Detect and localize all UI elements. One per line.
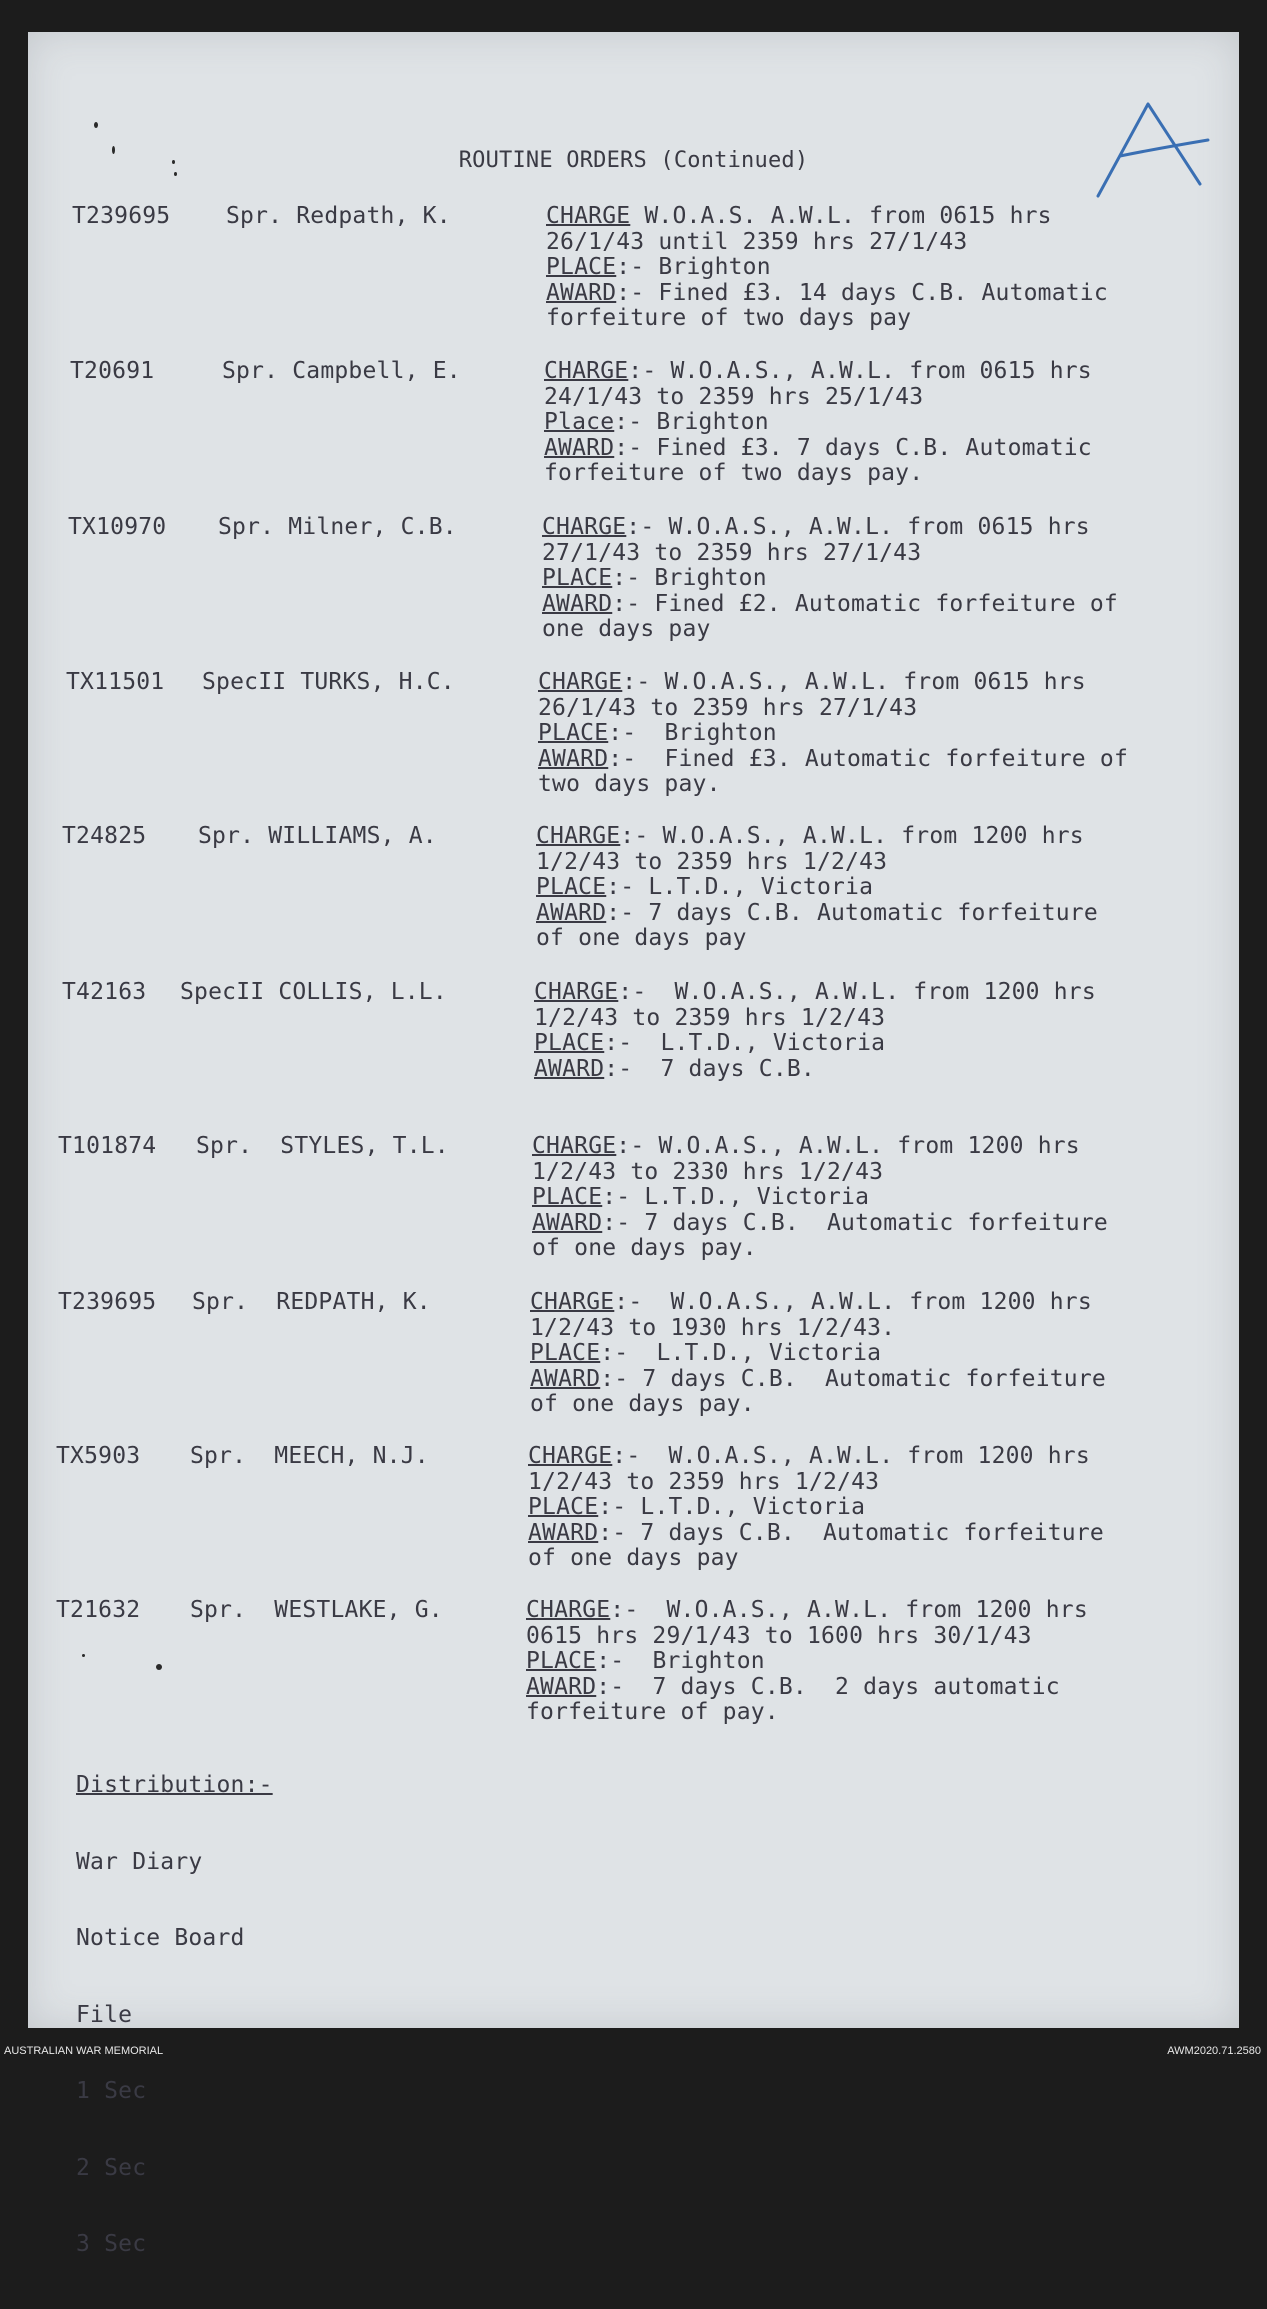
- service-number: TX10970: [68, 514, 167, 540]
- detail-text: :- L.T.D., Victoria: [598, 1494, 866, 1520]
- detail-text: 26/1/43 to 2359 hrs 27/1/43: [538, 694, 918, 721]
- detail-line: [530, 1392, 1106, 1418]
- detail-text: :- 7 days C.B. Automatic forfeiture: [598, 1519, 1104, 1546]
- detail-text: 1/2/43 to 1930 hrs 1/2/43.: [530, 1314, 896, 1341]
- detail-text: :- Fined £3. 7 days C.B. Automatic: [614, 434, 1092, 461]
- service-number: T20691: [70, 358, 155, 384]
- detail-line: [542, 541, 1118, 567]
- detail-line: [538, 670, 1128, 696]
- detail-line: [546, 281, 1108, 307]
- detail-text: forfeiture of two days pay.: [544, 460, 924, 486]
- detail-label: AWARD: [534, 1055, 605, 1082]
- detail-text: :- Fined £3. Automatic forfeiture of: [608, 745, 1128, 772]
- detail-text: :- Brighton: [616, 254, 771, 280]
- charge-details: [544, 359, 1092, 487]
- detail-text: forfeiture of pay.: [526, 1699, 779, 1725]
- charge-details: [532, 1134, 1108, 1262]
- detail-text: :- L.T.D., Victoria: [600, 1340, 882, 1366]
- charge-details: [530, 1290, 1106, 1418]
- detail-line: [526, 1700, 1088, 1726]
- detail-text: :- Brighton: [614, 409, 769, 435]
- detail-label: AWARD: [538, 745, 609, 772]
- detail-line: [536, 875, 1098, 901]
- detail-text: :- W.O.A.S., A.W.L. from 1200 hrs: [616, 1133, 1080, 1159]
- detail-label: CHARGE: [528, 1443, 613, 1469]
- footer-institution: AUSTRALIAN WAR MEMORIAL: [4, 2045, 164, 2057]
- detail-label: AWARD: [532, 1209, 603, 1236]
- detail-line: [534, 1031, 1096, 1057]
- detail-line: [534, 1057, 1096, 1083]
- detail-text: 1/2/43 to 2359 hrs 1/2/43: [528, 1468, 880, 1495]
- soldier-name: Spr. REDPATH, K.: [192, 1289, 431, 1315]
- detail-line: [526, 1624, 1088, 1650]
- detail-label: PLACE: [534, 1030, 605, 1056]
- detail-line: [544, 410, 1092, 436]
- detail-line: [532, 1185, 1108, 1211]
- distribution-item: File: [76, 2001, 133, 2028]
- detail-label: PLACE: [528, 1494, 599, 1520]
- detail-text: :- L.T.D., Victoria: [604, 1030, 886, 1056]
- detail-label: Place: [544, 409, 615, 435]
- detail-text: 0615 hrs 29/1/43 to 1600 hrs 30/1/43: [526, 1622, 1032, 1649]
- soldier-name: SpecII TURKS, H.C.: [202, 669, 455, 695]
- detail-label: CHARGE: [536, 823, 621, 849]
- service-number: TX5903: [56, 1443, 141, 1469]
- detail-text: :- 7 days C.B. Automatic forfeiture: [606, 899, 1098, 926]
- detail-line: [538, 721, 1128, 747]
- detail-text: :- W.O.A.S., A.W.L. from 1200 hrs: [614, 1289, 1092, 1315]
- detail-line: [528, 1521, 1104, 1547]
- detail-text: :- W.O.A.S., A.W.L. from 0615 hrs: [628, 358, 1092, 384]
- detail-line: [536, 850, 1098, 876]
- detail-label: CHARGE: [544, 358, 629, 384]
- service-number: T21632: [56, 1597, 141, 1623]
- detail-text: 1/2/43 to 2330 hrs 1/2/43: [532, 1158, 884, 1185]
- detail-text: 26/1/43 until 2359 hrs 27/1/43: [546, 228, 968, 255]
- detail-text: W.O.A.S. A.W.L. from 0615 hrs: [630, 203, 1052, 229]
- detail-line: [544, 359, 1092, 385]
- charge-details: [546, 204, 1108, 332]
- soldier-name: Spr. MEECH, N.J.: [190, 1443, 429, 1469]
- detail-text: :- 7 days C.B. Automatic forfeiture: [602, 1209, 1108, 1236]
- detail-label: PLACE: [530, 1340, 601, 1366]
- detail-label: CHARGE: [538, 669, 623, 695]
- detail-text: 1/2/43 to 2359 hrs 1/2/43: [536, 848, 888, 875]
- detail-text: :- L.T.D., Victoria: [602, 1184, 870, 1210]
- charge-details: [526, 1598, 1088, 1726]
- soldier-name: Spr. Redpath, K.: [226, 203, 451, 229]
- detail-line: [538, 747, 1128, 773]
- detail-text: 27/1/43 to 2359 hrs 27/1/43: [542, 539, 922, 566]
- detail-label: CHARGE: [530, 1289, 615, 1315]
- detail-label: AWARD: [544, 434, 615, 461]
- detail-line: [542, 515, 1118, 541]
- detail-line: [528, 1444, 1104, 1470]
- detail-line: [528, 1546, 1104, 1572]
- detail-text: of one days pay.: [530, 1391, 755, 1417]
- ink-speck: [156, 1664, 162, 1670]
- service-number: T24825: [62, 823, 147, 849]
- detail-label: PLACE: [526, 1648, 597, 1674]
- service-number: T42163: [62, 979, 147, 1005]
- charge-details: [542, 515, 1118, 643]
- detail-text: :- Brighton: [612, 565, 767, 591]
- distribution-block: [76, 1722, 273, 2309]
- charge-details: [536, 824, 1098, 952]
- service-number: T101874: [58, 1133, 157, 1159]
- detail-line: [530, 1316, 1106, 1342]
- soldier-name: Spr. WILLIAMS, A.: [198, 823, 437, 849]
- detail-label: PLACE: [536, 874, 607, 900]
- detail-text: :- W.O.A.S., A.W.L. from 1200 hrs: [612, 1443, 1090, 1469]
- detail-line: [536, 901, 1098, 927]
- detail-label: CHARGE: [526, 1597, 611, 1623]
- detail-text: :- 7 days C.B. 2 days automatic: [596, 1673, 1060, 1700]
- ink-speck: [82, 1654, 85, 1657]
- detail-text: :- 7 days C.B.: [604, 1055, 815, 1082]
- detail-text: :- W.O.A.S., A.W.L. from 0615 hrs: [622, 669, 1086, 695]
- detail-text: :- Brighton: [608, 720, 777, 746]
- detail-line: [542, 617, 1118, 643]
- detail-text: :- W.O.A.S., A.W.L. from 1200 hrs: [610, 1597, 1088, 1623]
- detail-label: CHARGE: [532, 1133, 617, 1159]
- soldier-name: Spr. WESTLAKE, G.: [190, 1597, 443, 1623]
- ink-speck: [94, 122, 98, 128]
- detail-label: CHARGE: [534, 979, 619, 1005]
- detail-label: AWARD: [542, 590, 613, 617]
- detail-line: [546, 255, 1108, 281]
- detail-text: forfeiture of two days pay: [546, 305, 912, 331]
- detail-line: [544, 436, 1092, 462]
- detail-line: [532, 1236, 1108, 1262]
- detail-text: two days pay.: [538, 771, 721, 797]
- charge-details: [528, 1444, 1104, 1572]
- detail-label: AWARD: [526, 1673, 597, 1700]
- detail-text: :- L.T.D., Victoria: [606, 874, 874, 900]
- distribution-item: 1 Sec: [76, 2078, 147, 2104]
- detail-line: [532, 1134, 1108, 1160]
- detail-line: [530, 1367, 1106, 1393]
- detail-line: [546, 230, 1108, 256]
- detail-label: PLACE: [532, 1184, 603, 1210]
- detail-label: CHARGE: [542, 514, 627, 540]
- detail-text: of one days pay: [528, 1545, 739, 1571]
- soldier-name: Spr. Milner, C.B.: [218, 514, 457, 540]
- distribution-item: 3 Sec: [76, 2231, 147, 2257]
- detail-label: AWARD: [530, 1365, 601, 1392]
- detail-line: [546, 306, 1108, 332]
- detail-text: one days pay: [542, 616, 711, 642]
- detail-text: :- Fined £2. Automatic forfeiture of: [612, 590, 1118, 617]
- charge-details: [534, 980, 1096, 1082]
- detail-text: :- W.O.A.S., A.W.L. from 1200 hrs: [618, 979, 1096, 1005]
- detail-line: [544, 385, 1092, 411]
- detail-line: [526, 1649, 1088, 1675]
- detail-text: :- W.O.A.S., A.W.L. from 0615 hrs: [626, 514, 1090, 540]
- detail-label: AWARD: [546, 279, 617, 306]
- detail-label: PLACE: [538, 720, 609, 746]
- detail-text: :- W.O.A.S., A.W.L. from 1200 hrs: [620, 823, 1084, 849]
- detail-text: :- Fined £3. 14 days C.B. Automatic: [616, 279, 1108, 306]
- charge-details: [538, 670, 1128, 798]
- distribution-item: War Diary: [76, 1848, 203, 1875]
- distribution-item: Notice Board: [76, 1925, 245, 1951]
- detail-line: [532, 1211, 1108, 1237]
- detail-line: [528, 1470, 1104, 1496]
- detail-line: [534, 1006, 1096, 1032]
- soldier-name: SpecII COLLIS, L.L.: [180, 979, 447, 1005]
- detail-line: [536, 926, 1098, 952]
- detail-line: [534, 980, 1096, 1006]
- detail-line: [532, 1160, 1108, 1186]
- detail-line: [546, 204, 1108, 230]
- detail-line: [530, 1341, 1106, 1367]
- detail-line: [542, 566, 1118, 592]
- service-number: T239695: [72, 203, 171, 229]
- distribution-title: Distribution:-: [76, 1772, 273, 1798]
- detail-label: CHARGE: [546, 203, 631, 229]
- service-number: T239695: [58, 1289, 157, 1315]
- detail-line: [530, 1290, 1106, 1316]
- service-number: TX11501: [66, 669, 165, 695]
- detail-text: 1/2/43 to 2359 hrs 1/2/43: [534, 1004, 886, 1031]
- soldier-name: Spr. STYLES, T.L.: [196, 1133, 449, 1159]
- detail-line: [538, 696, 1128, 722]
- page-heading: ROUTINE ORDERS (Continued): [458, 148, 809, 173]
- detail-text: :- Brighton: [596, 1648, 765, 1674]
- footer-accession-number: AWM2020.71.2580: [1167, 2045, 1261, 2057]
- detail-text: 24/1/43 to 2359 hrs 25/1/43: [544, 383, 924, 410]
- detail-label: AWARD: [536, 899, 607, 926]
- detail-label: AWARD: [528, 1519, 599, 1546]
- soldier-name: Spr. Campbell, E.: [222, 358, 461, 384]
- detail-line: [538, 772, 1128, 798]
- detail-text: of one days pay: [536, 925, 747, 951]
- detail-line: [542, 592, 1118, 618]
- detail-line: [526, 1598, 1088, 1624]
- detail-line: [526, 1675, 1088, 1701]
- detail-line: [536, 824, 1098, 850]
- detail-text: of one days pay.: [532, 1235, 757, 1261]
- detail-line: [528, 1495, 1104, 1521]
- detail-line: [544, 461, 1092, 487]
- detail-label: PLACE: [542, 565, 613, 591]
- detail-label: PLACE: [546, 254, 617, 280]
- detail-text: :- 7 days C.B. Automatic forfeiture: [600, 1365, 1106, 1392]
- distribution-item: 2 Sec: [76, 2154, 147, 2181]
